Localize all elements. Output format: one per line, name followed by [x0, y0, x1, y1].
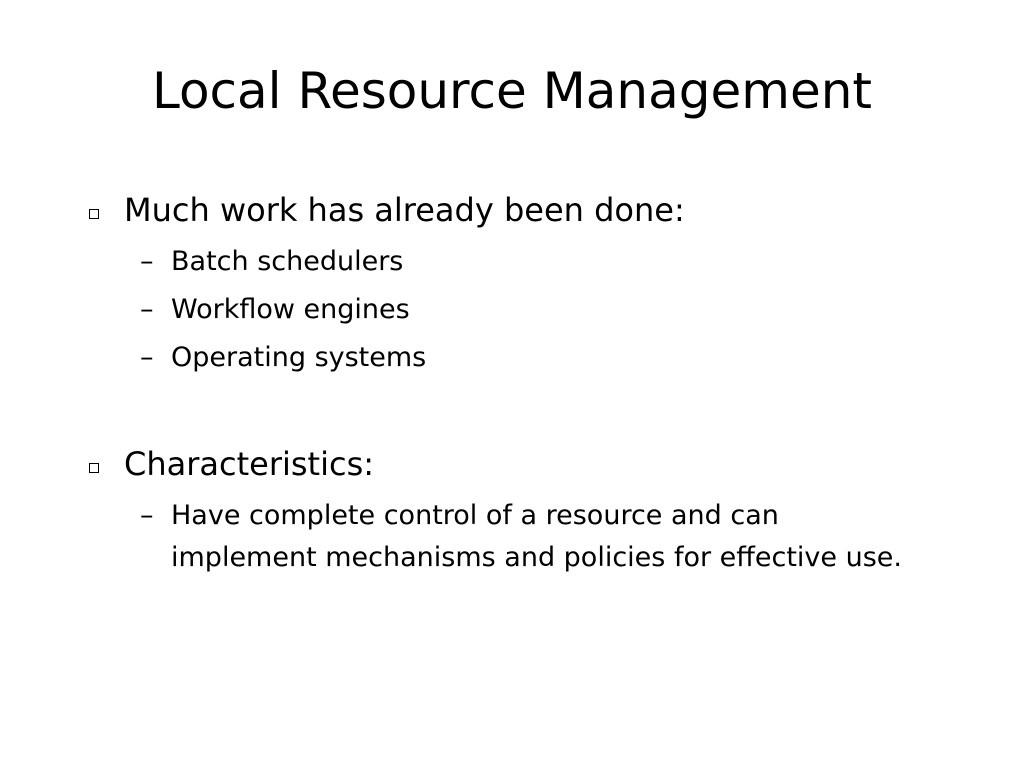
dash-icon: – [140, 500, 154, 531]
sub-bullet-item-batch [140, 241, 403, 283]
bullet-item-characteristics [89, 444, 374, 484]
sub-bullet-item-control [140, 495, 911, 579]
sub-bullet-text: Batch schedulers [171, 246, 404, 277]
sub-bullet-text: Workflow engines [171, 294, 410, 325]
sub-bullet-item-os [140, 337, 426, 379]
dash-icon: – [140, 246, 154, 277]
bullet-text: Characteristics: [124, 445, 375, 483]
sub-bullet-text: Operating systems [171, 342, 427, 373]
sub-bullet-text: Have complete control of a resource and can implement mechanisms and policies for effective use. [171, 500, 902, 573]
hollow-square-icon [89, 209, 99, 219]
bullet-text: Much work has already been done: [124, 191, 685, 229]
hollow-square-icon [89, 463, 99, 473]
slide-title: Local Resource Management [151, 62, 873, 120]
sub-bullet-item-workflow [140, 289, 410, 331]
bullet-item-work-done [89, 190, 685, 230]
dash-icon: – [140, 294, 154, 325]
dash-icon: – [140, 342, 154, 373]
